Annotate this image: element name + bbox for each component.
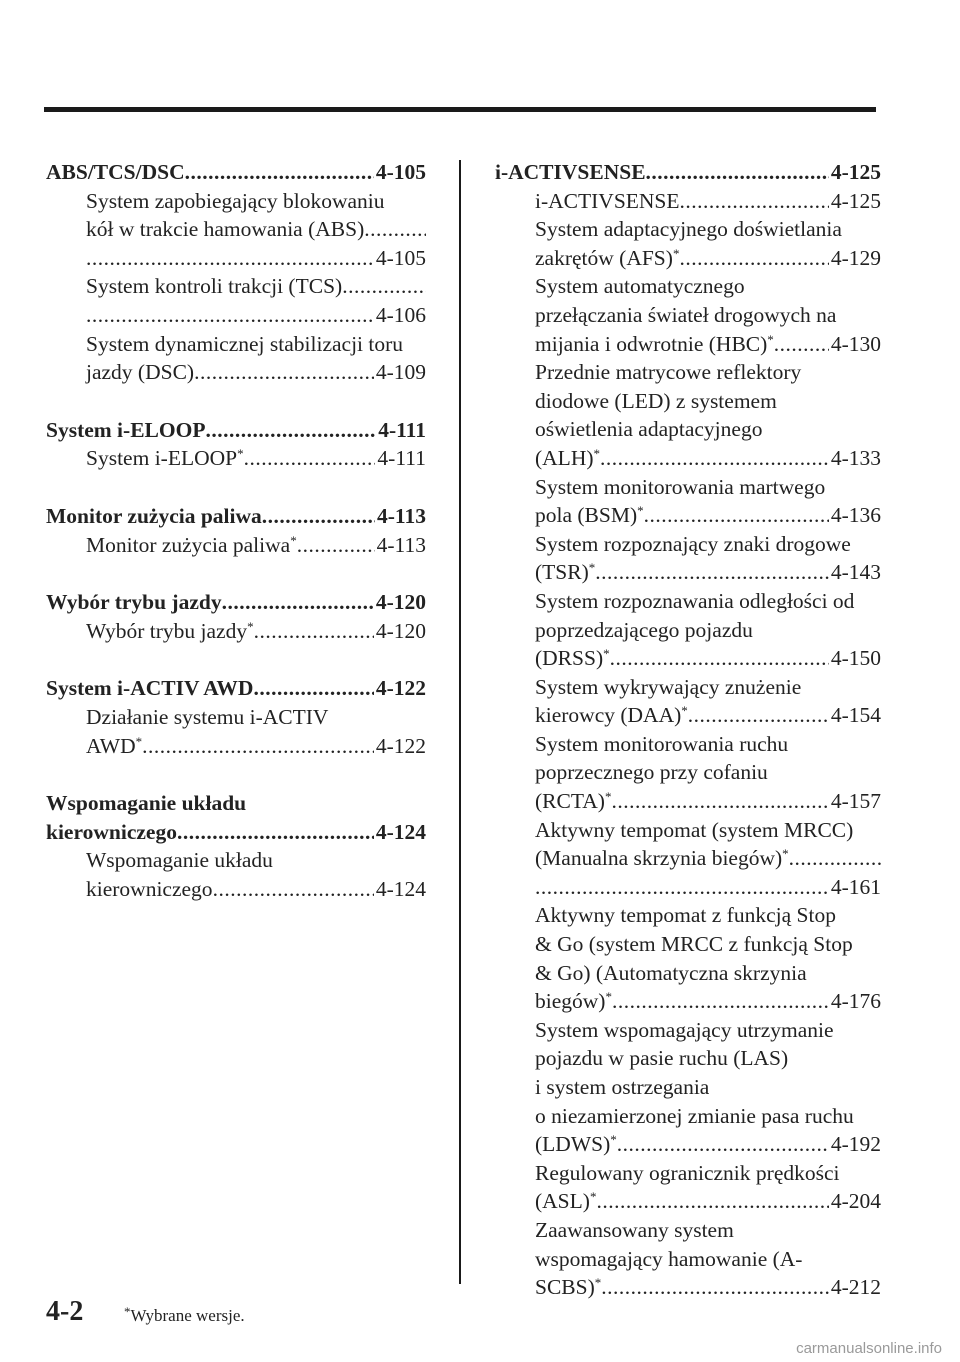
toc-entry — [86, 617, 426, 646]
toc-entry-line: Aktywny tempomat z funkcją Stop — [535, 903, 836, 928]
section-heading-page: 4-125 — [830, 160, 881, 184]
toc-entry-text: (ASL)* — [535, 1189, 597, 1214]
toc-entry — [535, 644, 881, 673]
dot-leader — [610, 644, 829, 673]
toc-entry — [86, 301, 426, 330]
section-gap — [46, 645, 426, 674]
toc-entry-line: oświetlenia adaptacyjnego — [535, 417, 763, 442]
section-gap — [46, 559, 426, 588]
section-heading — [46, 502, 426, 531]
toc-entry-page: 4-176 — [830, 989, 881, 1014]
toc-entry-line: wspomagający hamowanie (A- — [535, 1246, 803, 1271]
toc-entry-line: System monitorowania ruchu — [535, 731, 789, 756]
page-number: 4-2 — [46, 1296, 84, 1327]
dot-leader — [213, 875, 374, 904]
toc-entry-line: System wykrywający znużenie — [535, 674, 802, 699]
toc-entry-line: System dynamicznej stabilizacji toru — [86, 331, 404, 356]
section-heading-page: 4-122 — [375, 676, 426, 701]
asterisk-mark: * — [605, 989, 612, 1005]
toc-entry — [535, 701, 881, 730]
toc-entry-text: (RCTA)* — [535, 789, 612, 814]
dot-leader — [680, 187, 829, 216]
asterisk-mark: * — [603, 646, 610, 662]
toc-entry-line: Wspomaganie układu — [86, 848, 273, 873]
section-heading — [495, 158, 881, 187]
asterisk-mark: * — [604, 789, 612, 805]
dot-leader — [177, 818, 374, 847]
section-heading-text: kierowniczego — [46, 819, 177, 844]
section-heading-line: Wspomaganie układu — [46, 791, 247, 816]
toc-entry-line: przełączania świateł drogowych na — [535, 302, 837, 327]
toc-entry-page: 4-150 — [830, 646, 881, 671]
toc-entry-text: (ALH)* — [535, 445, 601, 470]
toc-entry-line: pojazdu w pasie ruchu (LAS) — [535, 1046, 789, 1071]
asterisk-mark: * — [681, 703, 688, 719]
toc-entry-page: 4-154 — [830, 703, 881, 728]
dot-leader — [644, 501, 829, 530]
section-heading-text: System i-ACTIV AWD — [46, 676, 254, 701]
dot-leader — [185, 158, 374, 187]
section-heading-page: 4-105 — [375, 160, 426, 184]
toc-entry — [535, 187, 881, 216]
dot-leader — [297, 531, 375, 560]
section-heading — [46, 674, 426, 703]
toc-entry-page: 4-124 — [375, 876, 426, 901]
toc-entry-text: zakrętów (AFS)* — [535, 245, 680, 270]
toc-entry-line — [86, 272, 426, 301]
toc-right-column — [495, 158, 881, 1302]
asterisk-mark: * — [767, 331, 774, 347]
asterisk-mark: * — [247, 618, 254, 634]
section-heading-text: Wybór trybu jazdy — [46, 590, 222, 615]
toc-entry — [535, 873, 881, 902]
section-gap — [46, 473, 426, 502]
dot-leader — [600, 444, 829, 473]
top-rule — [44, 107, 876, 112]
section-heading — [46, 158, 426, 187]
dot-leader — [253, 674, 373, 703]
toc-entry-page: 4-157 — [830, 789, 881, 814]
toc-entry-line: Działanie systemu i-ACTIV — [86, 704, 329, 729]
toc-entry — [535, 444, 881, 473]
dot-leader — [617, 1130, 829, 1159]
section-heading-text: Monitor zużycia paliwa — [46, 503, 262, 528]
toc-entry-text: System i-ELOOP* — [86, 446, 244, 471]
asterisk-mark: * — [290, 532, 297, 548]
toc-entry-page: 4-125 — [830, 188, 881, 213]
dot-leader — [205, 416, 376, 445]
toc-entry-line: System wspomagający utrzymanie — [535, 1017, 834, 1042]
asterisk-mark: * — [237, 446, 244, 462]
toc-entry-line: poprzecznego przy cofaniu — [535, 760, 768, 785]
toc-entry — [535, 558, 881, 587]
toc-entry — [86, 732, 426, 761]
dot-leader — [254, 617, 374, 646]
toc-entry-text: i-ACTIVSENSE — [535, 188, 680, 213]
toc-entry-page: 4-106 — [375, 302, 426, 327]
toc-entry — [86, 244, 426, 273]
toc-entry-text: AWD* — [86, 733, 143, 758]
asterisk-mark: * — [594, 1275, 602, 1291]
dot-leader — [595, 558, 829, 587]
column-divider — [459, 160, 461, 1284]
section-heading-page: 4-120 — [375, 590, 426, 615]
toc-entry-line — [86, 215, 426, 244]
toc-entry — [535, 501, 881, 530]
toc-entry-page: 4-122 — [375, 733, 426, 758]
asterisk-mark: * — [610, 1132, 617, 1148]
dot-leader — [342, 272, 426, 301]
toc-entry-line-text: kół w trakcie hamowania (ABS) — [86, 217, 365, 242]
toc-entry-page: 4-212 — [830, 1275, 881, 1300]
toc-entry-page: 4-105 — [375, 245, 426, 270]
dot-leader — [596, 1187, 828, 1216]
toc-entry-text: (TSR)* — [535, 560, 596, 585]
watermark: carmanualsonline.info — [796, 1340, 942, 1357]
dot-leader — [646, 158, 829, 187]
section-heading — [46, 416, 426, 445]
asterisk-mark: * — [672, 245, 680, 261]
toc-entry — [86, 358, 426, 387]
dot-leader — [601, 1273, 829, 1302]
dot-leader — [679, 244, 828, 273]
section-heading-text: System i-ELOOP — [46, 417, 206, 442]
toc-entry-page: 4-111 — [377, 446, 426, 471]
toc-entry-text: Wybór trybu jazdy* — [86, 618, 254, 643]
toc-entry-line: i system ostrzegania — [535, 1075, 710, 1099]
toc-entry-text: biegów)* — [535, 989, 612, 1014]
toc-entry-text: (DRSS)* — [535, 646, 610, 671]
section-heading-text: i-ACTIVSENSE — [495, 160, 646, 184]
toc-entry-text: kierowcy (DAA)* — [535, 703, 688, 728]
toc-entry — [535, 787, 881, 816]
toc-entry-line: System adaptacyjnego doświetlania — [535, 217, 842, 242]
section-heading — [46, 588, 426, 617]
asterisk-mark: * — [637, 503, 644, 519]
toc-entry-page: 4-136 — [830, 503, 881, 528]
toc-entry-text: mijania i odwrotnie (HBC)* — [535, 331, 774, 356]
toc-entry-line: System zapobiegający blokowaniu — [86, 188, 385, 213]
section-heading-page: 4-124 — [375, 819, 426, 844]
toc-entry — [86, 444, 426, 473]
dot-leader — [86, 301, 374, 330]
toc-entry — [535, 330, 881, 359]
toc-entry-text: Monitor zużycia paliwa* — [86, 532, 297, 557]
toc-entry-line: o niezamierzonej zmianie pasa ruchu — [535, 1103, 854, 1128]
toc-entry-line: Regulowany ogranicznik prędkości — [535, 1160, 840, 1185]
dot-leader — [774, 330, 829, 359]
toc-entry-line-text: (Manualna skrzynia biegów)* — [535, 846, 789, 871]
dot-leader — [611, 787, 828, 816]
toc-entry — [535, 1273, 881, 1302]
toc-entry — [535, 1130, 881, 1159]
dot-leader — [222, 588, 374, 617]
dot-leader — [244, 444, 376, 473]
toc-entry-page: 4-129 — [830, 245, 881, 270]
dot-leader — [194, 358, 374, 387]
toc-entry — [86, 875, 426, 904]
footnote-text: Wybrane wersje. — [130, 1306, 245, 1325]
toc-entry-line: poprzedzającego pojazdu — [535, 617, 753, 642]
toc-entry-text: kierowniczego — [86, 876, 213, 901]
toc-entry-line: System automatycznego — [535, 274, 745, 299]
toc-entry-line: System rozpoznawania odległości od — [535, 588, 855, 613]
toc-left-column — [46, 158, 426, 903]
dot-leader — [612, 987, 829, 1016]
toc-entry-line: Aktywny tempomat (system MRCC) — [535, 817, 854, 842]
section-heading-page: 4-111 — [378, 417, 426, 442]
toc-entry-page: 4-133 — [830, 445, 881, 470]
dot-leader — [688, 701, 829, 730]
toc-entry-line: System monitorowania martwego — [535, 474, 826, 499]
toc-entry-line: & Go) (Automatyczna skrzynia — [535, 960, 807, 985]
toc-entry — [535, 1187, 881, 1216]
toc-entry-page: 4-120 — [375, 618, 426, 643]
asterisk-mark: * — [589, 1189, 597, 1205]
toc-entry — [535, 244, 881, 273]
dot-leader — [789, 844, 881, 873]
toc-entry — [86, 531, 426, 560]
toc-entry-text: SCBS)* — [535, 1275, 602, 1300]
dot-leader — [86, 244, 374, 273]
dot-leader — [535, 873, 829, 902]
dot-leader — [142, 732, 374, 761]
section-heading-page: 4-113 — [377, 503, 426, 528]
toc-entry-page: 4-204 — [830, 1189, 881, 1214]
dot-leader — [364, 215, 426, 244]
toc-entry — [535, 987, 881, 1016]
section-heading-text: ABS/TCS/DSC — [46, 160, 185, 184]
dot-leader — [262, 502, 375, 531]
toc-entry-line — [535, 844, 881, 873]
toc-entry-text: pola (BSM)* — [535, 503, 644, 528]
footnote — [124, 1304, 245, 1326]
toc-entry-page: 4-161 — [830, 874, 881, 899]
asterisk-mark: * — [588, 560, 596, 576]
toc-entry-line: Zaawansowany system — [535, 1217, 734, 1242]
section-gap — [46, 760, 426, 789]
toc-entry-page: 4-143 — [830, 560, 881, 585]
toc-entry-page: 4-130 — [830, 331, 881, 356]
section-gap — [46, 387, 426, 416]
footnote-star: * — [124, 1304, 131, 1319]
section-heading — [46, 818, 426, 847]
toc-entry-line: Przednie matrycowe reflektory — [535, 360, 802, 385]
toc-entry-line-text: System kontroli trakcji (TCS) — [86, 274, 343, 299]
toc-entry-page: 4-192 — [830, 1132, 881, 1157]
asterisk-mark: * — [593, 445, 601, 461]
toc-entry-page: 4-113 — [376, 532, 426, 557]
asterisk-mark: * — [782, 846, 789, 862]
asterisk-mark: * — [135, 733, 143, 749]
toc-entry-text: (LDWS)* — [535, 1132, 617, 1157]
toc-entry-page: 4-109 — [375, 360, 426, 385]
toc-entry-line: & Go (system MRCC z funkcją Stop — [535, 932, 853, 957]
toc-entry-text: jazdy (DSC) — [86, 360, 195, 385]
toc-entry-line: diodowe (LED) z systemem — [535, 388, 777, 413]
toc-entry-line: System rozpoznający znaki drogowe — [535, 531, 851, 556]
